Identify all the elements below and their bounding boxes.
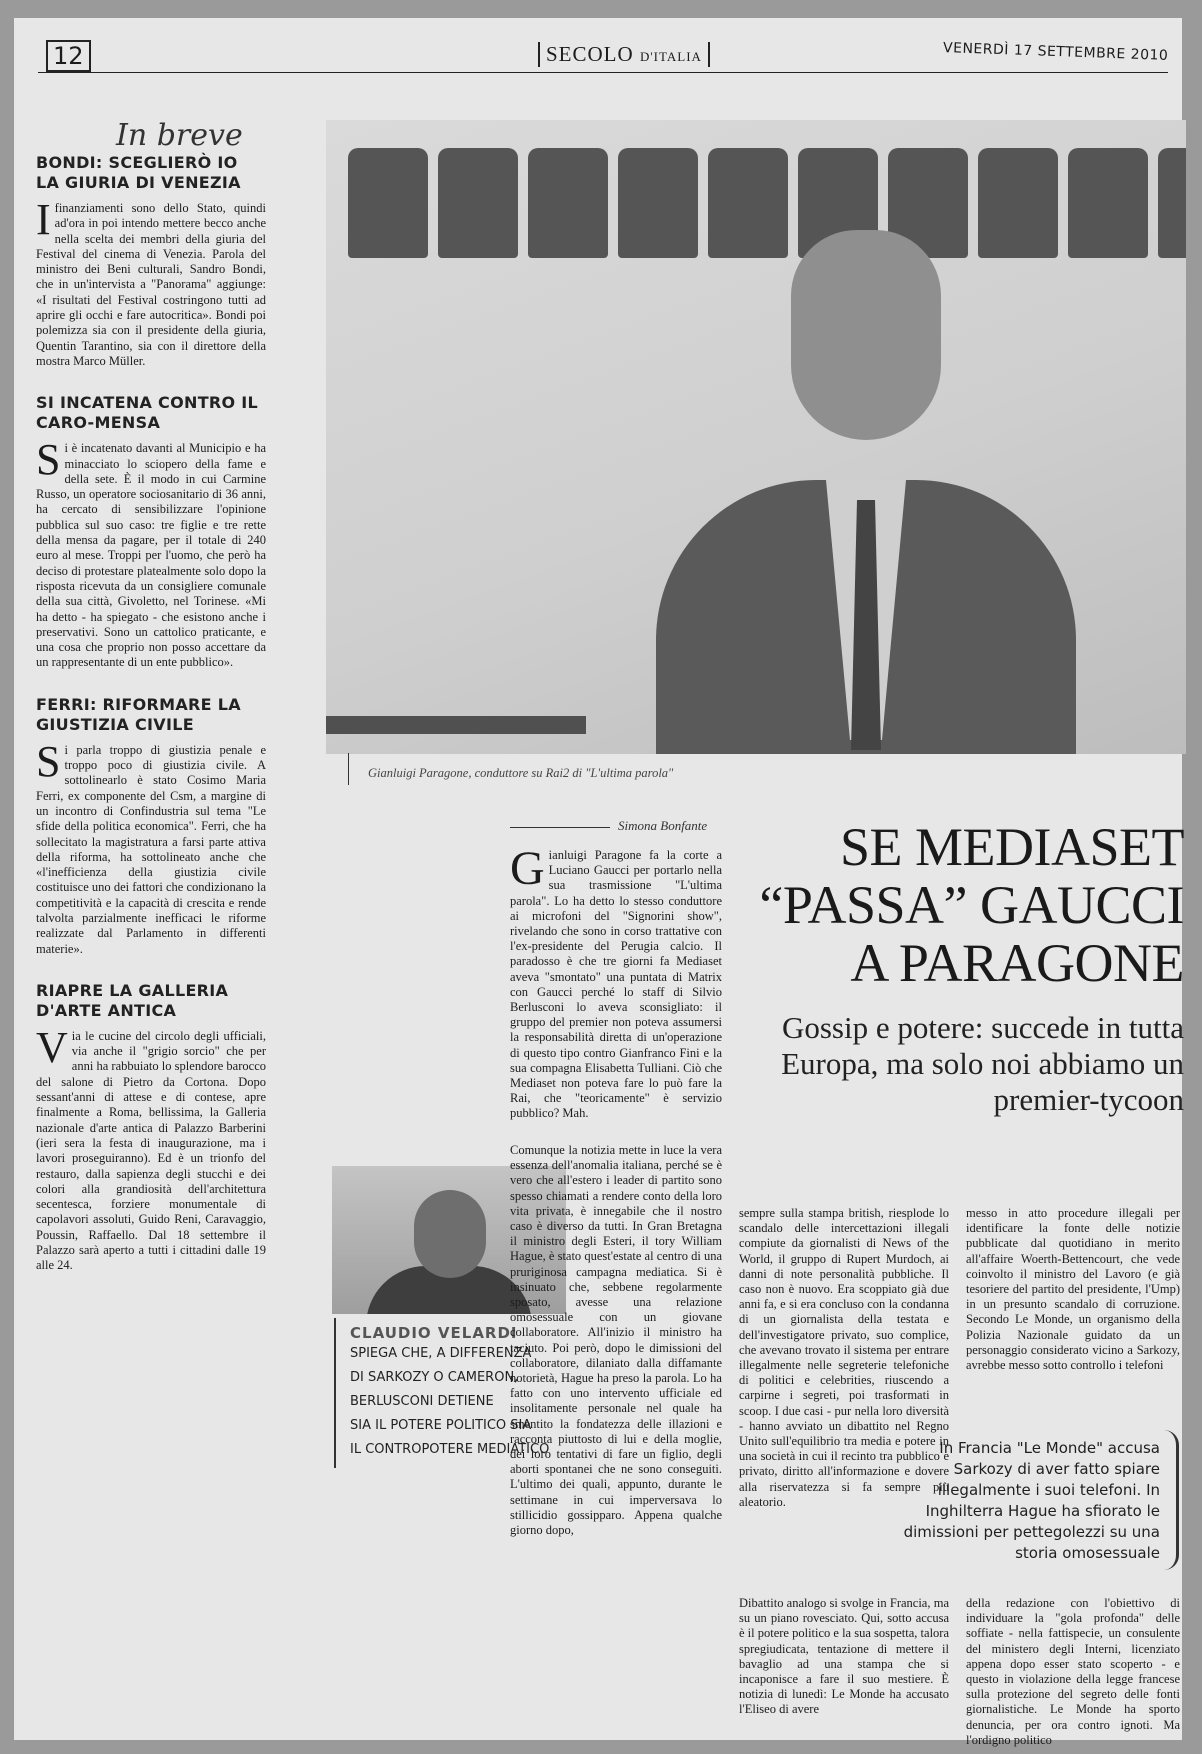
pullquote-bracket xyxy=(1164,1430,1179,1570)
brief-item xyxy=(36,393,266,670)
article-byline: Simona Bonfante xyxy=(510,818,707,834)
article-headline-block xyxy=(734,818,1184,1118)
article-deck: Gossip e potere: succede in tutta Europa, ma solo noi abbiamo un premier-tycoon xyxy=(781,1010,1184,1117)
newspaper-page xyxy=(14,18,1184,1747)
quote-line: IL CONTROPOTERE MEDIATICO xyxy=(350,1442,550,1457)
brief-text: Ifinanziamenti sono dello Stato, quindi ad'ora in poi intendo mettere becco anche nella scelta dei membri della giuria del Festival del cinema di Venezia. Parola del ministro dei Beni culturali, Sandro Bondi, che in un'intervista a "Panorama" aggiunge: «I risultati del Festival costringono tutti ad aprire gli occhi e fare autocritica». Bondi poi polemizza sia con il presidente della giuria, Quentin Tarantino, sia con il direttore della mostra Marco Müller. xyxy=(36,195,266,368)
quote-line: SPIEGA CHE, A DIFFERENZA xyxy=(350,1346,532,1361)
quote-line: BERLUSCONI DETIENE xyxy=(350,1394,494,1409)
publication-title: SECOLO xyxy=(546,42,634,66)
brief-text: Si parla troppo di giustizia penale e troppo poco di giustizia civile. A sottolinearlo è stato Cosimo Maria Ferri, ex componente del Csm, a margine di un incontro di Confindustria sul tema "Le sfide della politica economica". Ferri, che ha sollecitato la magistratura a farsi parte attiva della riforma, ha sottolineato anche che «l'inefficienza della giustizia civile costituisce uno dei fattori che condizionano la competitività e la capacità di crescita e rende talvolta parzialmente inefficaci le riforme realizzate dal Parlamento in differenti materie». xyxy=(36,736,266,956)
brief-headline: BONDI: SCEGLIERÒ IO LA GIURIA DI VENEZIA xyxy=(36,153,241,192)
quote-line: SIA IL POTERE POLITICO SIA xyxy=(350,1418,532,1433)
pullquote: In Francia "Le Monde" accusa Sarkozy di aver fatto spiare illegalmente i suoi telefoni. In Inghilterra Hague ha sfiorato le dimissioni per pettegolezzi su una storia omosessuale xyxy=(903,1439,1160,1562)
inset-head xyxy=(414,1190,486,1278)
brief-headline: FERRI: RIFORMARE LA GIUSTIZIA CIVILE xyxy=(36,694,241,734)
brief-column xyxy=(36,118,266,1298)
article-column-2: Comunque la notizia mette in luce la vera essenza dell'anomalia italiana, perché se è vero che all'estero i leader di partito sono spesso chiamati a rendere conto della loro vita privata, è innegabile che il nostro caso è diverso da tutti. In Gran Bretagna il ministro degli Esteri, il tory William Hague, è stato quest'estate al centro di una pruriginosa campagna mediatica. Si è insinuato che, sebbene regolarmente sposato, avesse una relazione omosessuale con un giovane collaboratore. All'inizio il ministro ha taciuto. Poi però, dopo le dimissioni del collaboratore, dilaniato dalla diffamante notorietà, Hague ha preso la parola. Lo ha fatto con uno intervento ufficiale ed insolitamente personale nel quale ha smentito la fondatezza delle illazioni e racconta piuttosto di lui e della moglie, dei loro tentativi di fare un figlio, degli aborti spontanei che ne sono conseguiti. L'ultimo dei quali, appunto, durante le settimane in cui imperversava lo stillicidio gossipparo. Appena qualche giorno dopo, xyxy=(510,1143,722,1538)
brief-text: Via le cucine del circolo degli ufficiali, via anche il "grigio sorcio" che per anni ha rabbuiato lo splendore barocco del salone di Pietro da Cortona. Dopo sessant'anni di attese e di contese, apre finalmente a Roma, bellissima, la Galleria nazionale d'arte antica di Palazzo Barberini (ieri sera la festa di inaugurazione, ma i lavori proseguiranno). Ed è un trionfo del restauro, dalla sapienza degli stucchi e dei colori alla grandiosità dell'architettura secentesca, forziere monumentale di capolavori assoluti, Guido Reni, Caravaggio, Poussin, Raffaello. Dal 18 settembre il Palazzo sarà aperto a tutti i cittadini dalle 19 alle 24. xyxy=(36,1022,266,1273)
page-header xyxy=(38,36,1168,68)
quote-bar xyxy=(334,1318,336,1468)
main-photo xyxy=(326,120,1186,754)
studio-banner xyxy=(348,148,1186,258)
article-column-3: sempre sulla stampa british, riesplode lo scandalo delle intercettazioni illegali compiute da giornalisti di News of the World, il gruppo di Rupert Murdoch, ai danni di note personalità pubbliche. Il caso non è nuovo. Era scoppiato già due anni fa, e si era concluso con la condanna di un giornalista della testata e dell'investigatore privato, suo complice, che avevano trovato il sistema per entrare illegalmente nelle segreterie telefoniche di politici e celebrities, riuscendo a carpirne i segreti, poi trasformati in scoop. I due casi - pur nella loro diversità - hanno avviato un dibattito nel Regno Unito sull'equilibrio tra media e potere in una società in cui il recinto tra pubblico e privato, diritto all'informazione e dovere alla riservatezza si fa sempre più aleatorio. xyxy=(739,1206,949,1509)
page-number: 12 xyxy=(46,40,91,72)
publication-suffix: D'ITALIA xyxy=(639,49,702,64)
article-headline: SE MEDIASET “PASSA” GAUCCI A PARAGONE xyxy=(759,817,1184,993)
brief-title: In breve xyxy=(116,118,243,153)
header-rule xyxy=(38,72,1168,73)
studio-desk xyxy=(326,716,586,734)
brief-headline: SI INCATENA CONTRO IL CARO-MENSA xyxy=(36,393,259,433)
brief-item xyxy=(36,981,266,1274)
brief-item xyxy=(36,695,266,957)
publication-name xyxy=(538,42,710,67)
article-column-4-continued: della redazione con l'obiettivo di individuare la "gola profonda" delle soffiate - nella fattispecie, un consulente del ministero degli Interni, licenziato appena dopo esser stato scoperto - e questo in violazione della legge francese sulla protezione del segreto delle fonti giornalistiche. Le Monde ha sporto denuncia, per ora contro ignoti. Ma l'ordigno politico xyxy=(966,1596,1180,1747)
brief-headline: RIAPRE LA GALLERIA D'ARTE ANTICA xyxy=(36,980,229,1020)
issue-date: VENERDÌ 17 SETTEMBRE 2010 xyxy=(942,40,1169,64)
brief-text: Si è incatenato davanti al Municipio e ha minacciato lo sciopero della fame e della sete. È il modo in cui Carmine Russo, un operatore sociosanitario di 36 anni, ha cercato di sensibilizzare l'opinione pubblica sul suo caso: tre figlie e tre rette della mensa da pagare, per il totale di 240 euro al mese. Troppi per l'uomo, che però ha deciso di protestare platealmente solo dopo la risposta ricevuta da un consigliere comunale della sua città, Givoletto, nel Torinese. «Mi ha detto - ha spiegato - che esistono anche i preservativi. Sono un cattolico praticante, e una cosa che proprio non posso accettare da un rappresentante di un ente pubblico». xyxy=(36,435,266,670)
caption-bar xyxy=(348,753,349,785)
quote-name: CLAUDIO VELARDI xyxy=(350,1324,518,1342)
photo-caption: Gianluigi Paragone, conduttore su Rai2 di "L'ultima parola" xyxy=(368,766,674,780)
brief-item xyxy=(36,153,266,369)
quote-line: DI SARKOZY O CAMERON, xyxy=(350,1370,519,1385)
presenter-head xyxy=(791,230,941,440)
article-column-1 xyxy=(510,842,722,1122)
article-lead: Gianluigi Paragone fa la corte a Luciano Gaucci per portarlo nella sua trasmissione "L'ultima parola". Lo ha detto lo stesso conduttore ai microfoni del "Signorini show", rivelando che sono in corso trattative con l'ex-presidente del Perugia calcio. Il paradosso è che tre giorni fa Mediaset aveva "smontato" una puntata di Matrix con Gaucci perché lo staff di Silvio Berlusconi lo aveva sconsigliato: il gruppo del premier non poteva assumersi la responsabilità diretta di un'operazione di questo tipo contro Gianfranco Fini e la sua compagna Elisabetta Tulliani. Ciò che Mediaset non poteva fare lo può fare la Rai, che "teoricamente" è servizio pubblico? Mah. xyxy=(510,842,722,1121)
article-column-4: messo in atto procedure illegali per identificare la fonte delle notizie pubblicate dal quotidiano in merito all'affaire Woerth-Bettencourt, che vede coinvolto il ministro del Lavoro (e già tesoriere del partito del presidente, l'Ump) in un presunto scandalo di corruzione. Secondo Le Monde, un organismo della Polizia Nazionale guidato da un personaggio considerato vicino a Sarkozy, avrebbe messo sotto controllo i telefoni xyxy=(966,1206,1180,1373)
article-column-3-continued: Dibattito analogo si svolge in Francia, ma su un piano rovesciato. Qui, sotto accusa è il potere politico e la sua sospetta, talora spregiudicata, tentazione di mettere il bavaglio ad una stampa che si incaponisce a fare il suo mestiere. È notizia di lunedì: Le Monde ha accusato l'Eliseo di avere xyxy=(739,1596,949,1717)
